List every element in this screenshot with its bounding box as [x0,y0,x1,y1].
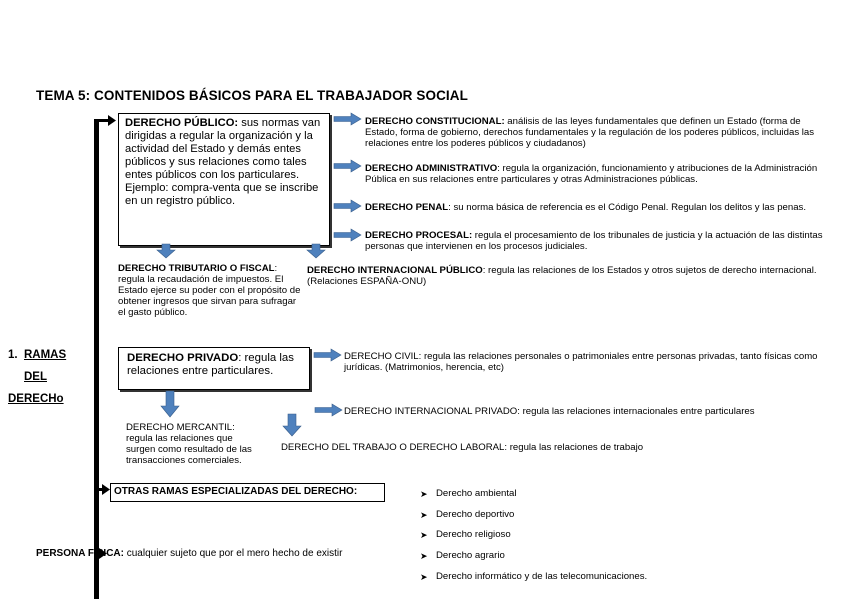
derecho-privado-box: DERECHO PRIVADO: regula las relaciones entre particulares. [118,347,310,390]
arrow-to-internacional-privado [315,404,343,416]
arrow-to-laboral [283,414,301,436]
page-title: TEMA 5: CONTENIDOS BÁSICOS PARA EL TRABAJADOR SOCIAL [36,88,468,103]
derecho-penal-text: DERECHO PENAL: su norma básica de referencia es el Código Penal. Regulan los delitos y las penas. [365,202,806,213]
arrow-to-administrativo [334,160,362,172]
derecho-internacional-privado-text: DERECHO INTERNACIONAL PRIVADO: regula las relaciones internacionales entre particulares [344,406,755,417]
derecho-mercantil-text: DERECHO MERCANTIL: regula las relaciones que surgen como resultado de las transacciones comerciales. [126,422,252,466]
list-item: ➤ Derecho deportivo [420,505,647,526]
arrow-to-mercantil [161,391,179,417]
derecho-constitucional-text: DERECHO CONSTITUCIONAL: análisis de las leyes fundamentales que definen un Estado (forma de Estado, forma de gobierno, derechos fundamentales y la regulación de los poderes públicos, incluidas las relaciones entre los poderes públicos y ciudadanos) [365,116,815,149]
bullet-arrow-icon: ➤ [420,509,428,520]
ramas-label: 1. RAMAS DEL DERECHo [8,349,67,405]
list-item: ➤ Derecho informático y de las telecomunicaciones. [420,567,647,588]
derecho-internacional-publico-text: DERECHO INTERNACIONAL PÚBLICO: regula las relaciones de los Estados y otros sujetos de derecho internacional. (Relaciones ESPAÑA-ONU) [307,265,817,287]
derecho-publico-box: DERECHO PÚBLICO: sus normas van dirigidas a regular la organización y la actividad del Estado y demás entes públicos y sus relaciones como tales entes públicos con los particulares. Ejemplo: compra-venta que se inscribe en un registro público. [118,113,330,246]
arrow-to-civil [314,349,342,361]
derecho-procesal-text: DERECHO PROCESAL: regula el procesamiento de los tribunales de justicia y la actuación de las distintas personas que intervienen en los procesos judiciales. [365,230,823,252]
list-item: ➤ Derecho agrario [420,546,647,567]
arrow-to-penal [334,200,362,212]
bullet-arrow-icon: ➤ [420,551,428,562]
arrow-to-constitucional [334,113,362,125]
bullet-arrow-icon: ➤ [420,571,428,582]
derecho-laboral-text: DERECHO DEL TRABAJO O DERECHO LABORAL: regula las relaciones de trabajo [281,442,644,453]
connector-arrowhead-publico [108,115,116,126]
derecho-civil-text: DERECHO CIVIL: regula las relaciones personales o patrimoniales entre personas privadas, tanto físicas como jurídicas. (Matrimonios, herencia, etc) [344,351,818,373]
connector-arrowhead-otras [102,484,110,495]
arrow-to-procesal [334,229,362,241]
list-item: ➤ Derecho religioso [420,525,647,546]
bullet-arrow-icon: ➤ [420,530,428,541]
main-connector-line [94,120,99,599]
bullet-arrow-icon: ➤ [420,489,428,499]
otras-ramas-box: OTRAS RAMAS ESPECIALIZADAS DEL DERECHO: [110,483,385,502]
list-item: ➤ Derecho ambiental [420,484,647,505]
otras-ramas-list [420,484,647,588]
derecho-tributario-text: DERECHO TRIBUTARIO O FISCAL: regula la recaudación de impuestos. El Estado ejerce su poder con el propósito de obtener ingresos que sirvan para sufragar el gasto público. [118,263,301,318]
derecho-administrativo-text: DERECHO ADMINISTRATIVO: regula la organización, funcionamiento y atribuciones de la Administración Pública en sus relaciones entre particulares y otras Administraciones públicas. [365,163,818,185]
arrow-to-internacional-publico [307,244,325,258]
arrow-to-tributario [157,244,175,258]
persona-fisica-text: PERSONA FÍSICA: cualquier sujeto que por el mero hecho de existir [36,548,343,559]
